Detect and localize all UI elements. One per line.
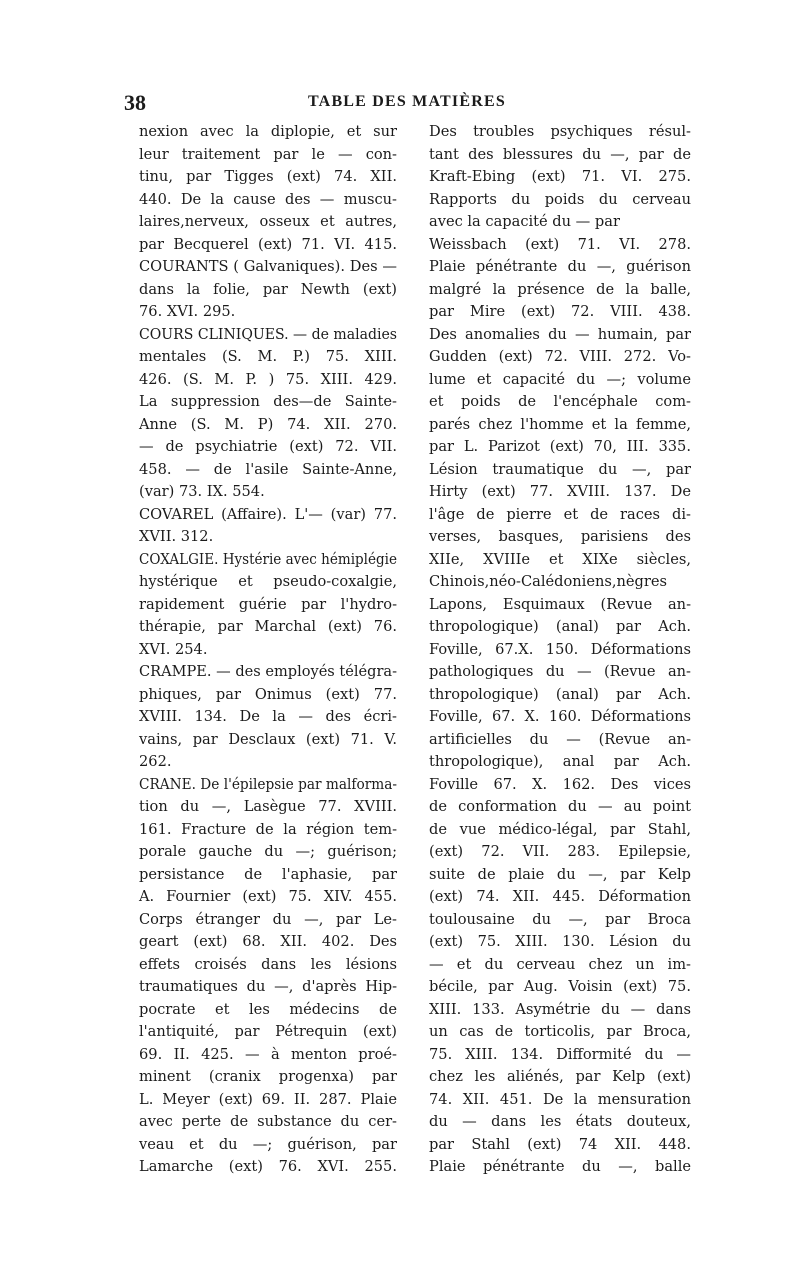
index-line: 440. De la cause des — muscu- [139, 190, 397, 208]
index-line: 161. Fracture de la région tem- [139, 820, 398, 838]
index-line: par Mire (ext) 72. VIII. 438. [429, 303, 691, 320]
index-line: 262. [139, 753, 172, 770]
index-line: XVI. 254. [139, 640, 208, 658]
index-line: Corps étranger du —, par Le- [139, 910, 397, 928]
index-line: veau et du —; guérison, par [139, 1135, 397, 1153]
index-line: — de psychiatrie (ext) 72. VII. [139, 438, 398, 455]
running-title: TABLE DES MATIÈRES [308, 93, 506, 110]
index-line: effets croisés dans les lésions [139, 955, 397, 973]
index-line: 76. XVI. 295. [139, 303, 236, 320]
index-line: suite de plaie du —, par Kelp [429, 865, 691, 883]
index-line: traumatiques du —, d'après Hip- [139, 978, 398, 995]
index-line: l'antiquité, par Pétrequin (ext) [139, 1023, 397, 1040]
index-line: Gudden (ext) 72. VIII. 272. Vo- [429, 348, 691, 365]
index-line: COURS CLINIQUES. — de maladies [139, 325, 398, 343]
index-line: Foville 67. X. 162. Des vices [429, 775, 692, 793]
index-line: tinu, par Tigges (ext) 74. XII. [139, 168, 397, 185]
index-line: bécile, par Aug. Voisin (ext) 75. [429, 978, 691, 995]
index-line: 458. — de l'asile Sainte-Anne, [139, 460, 397, 478]
index-line: pathologiques du — (Revue an- [429, 663, 691, 680]
index-line: thropologique), anal par Ach. [429, 753, 692, 770]
index-line: mentales (S. M. P.) 75. XIII. [139, 348, 397, 365]
index-line: Plaie pénétrante du —, guérison [429, 258, 691, 275]
index-line: hystérique et pseudo-coxalgie, [139, 573, 398, 590]
index-line: nexion avec la diplopie, et sur [139, 123, 397, 140]
index-line: laires,nerveux, osseux et autres, [139, 213, 398, 230]
index-line: parés chez l'homme et la femme, [429, 415, 691, 433]
index-line: rapidement guérie par l'hydro- [139, 595, 397, 613]
index-line: toulousaine du —, par Broca [429, 910, 691, 928]
index-line: Plaie pénétrante du —, balle [429, 1158, 692, 1175]
index-line: (ext) 72. VII. 283. Epilepsie, [429, 843, 691, 860]
index-line: XVIII. 134. De la — des écri- [139, 708, 397, 725]
index-line: La suppression des—de Sainte- [139, 393, 397, 410]
index-line: A. Fournier (ext) 75. XIV. 455. [139, 888, 397, 905]
index-line: — et du cerveau chez un im- [429, 955, 691, 973]
index-line: de conformation du — au point [429, 798, 691, 815]
index-column-right [429, 121, 691, 1179]
index-line: (ext) 74. XII. 445. Déformation [429, 888, 691, 905]
index-line: Hirty (ext) 77. XVIII. 137. De [429, 483, 691, 500]
index-line: porale gauche du —; guérison; [139, 843, 397, 860]
index-line: par L. Parizot (ext) 70, III. 335. [429, 438, 691, 455]
index-line: 75. XIII. 134. Difformité du — [429, 1045, 692, 1063]
index-line: un cas de torticolis, par Broca, [429, 1023, 691, 1040]
index-line: pocrate et les médecins de [139, 1000, 398, 1018]
index-line: COXALGIE. Hystérie avec hémiplégie [139, 550, 398, 568]
page-number: 38 [124, 90, 146, 115]
index-line: XIII. 133. Asymétrie du — dans [429, 1000, 692, 1018]
index-line: par Becquerel (ext) 71. VI. 415. [139, 235, 398, 253]
index-line: Lapons, Esquimaux (Revue an- [429, 595, 692, 613]
index-line: Anne (S. M. P) 74. XII. 270. [139, 415, 397, 433]
index-line: Lésion traumatique du —, par [429, 460, 692, 478]
index-line: Chinois,néo-Calédoniens,nègres [429, 573, 667, 590]
index-line: CRANE. De l'épilepsie par malforma- [139, 775, 397, 793]
index-line: vains, par Desclaux (ext) 71. V. [139, 730, 398, 748]
index-line: et poids de l'encéphale com- [429, 393, 691, 410]
index-line: de vue médico-légal, par Stahl, [429, 820, 691, 838]
index-line: du — dans les états douteux, [429, 1113, 692, 1130]
index-line: 69. II. 425. — à menton proé- [139, 1045, 397, 1063]
index-line: Weissbach (ext) 71. VI. 278. [429, 235, 691, 253]
index-line: thropologique) (anal) par Ach. [429, 685, 691, 703]
index-line: Rapports du poids du cerveau [429, 190, 691, 208]
index-line: Des anomalies du — humain, par [429, 325, 692, 343]
page-header [118, 90, 693, 118]
index-line: L. Meyer (ext) 69. II. 287. Plaie [139, 1090, 398, 1108]
index-line: chez les aliénés, par Kelp (ext) [429, 1068, 692, 1085]
index-line: l'âge de pierre et de races di- [429, 505, 691, 523]
index-line: XVII. 312. [139, 528, 214, 545]
index-line: COVAREL (Affaire). L'— (var) 77. [139, 505, 398, 523]
index-line: par Stahl (ext) 74 XII. 448. [429, 1135, 691, 1153]
index-line: Kraft-Ebing (ext) 71. VI. 275. [429, 168, 691, 185]
index-line: malgré la présence de la balle, [429, 280, 692, 298]
index-line: dans la folie, par Newth (ext) [139, 280, 397, 298]
index-line: verses, basques, parisiens des [429, 528, 692, 545]
index-line: Foville, 67.X. 150. Déformations [429, 640, 691, 658]
index-line: (ext) 75. XIII. 130. Lésion du [429, 933, 691, 950]
index-line: thropologique) (anal) par Ach. [429, 618, 691, 635]
index-line: lume et capacité du —; volume [429, 370, 691, 388]
index-line: (var) 73. IX. 554. [139, 483, 265, 500]
index-line: Des troubles psychiques résul- [429, 123, 691, 140]
index-line: geart (ext) 68. XII. 402. Des [139, 933, 398, 950]
index-line: minent (cranix progenxa) par [139, 1068, 397, 1085]
index-line: leur traitement par le — con- [139, 145, 397, 163]
index-line: thérapie, par Marchal (ext) 76. [139, 618, 398, 635]
index-line: XIIe, XVIIIe et XIXe siècles, [429, 550, 691, 568]
index-line: avec la capacité du — par [429, 213, 620, 230]
index-column-left [139, 121, 397, 1179]
index-line: CRAMPE. — des employés télégra- [139, 663, 397, 680]
index-line: 74. XII. 451. De la mensuration [429, 1090, 691, 1108]
index-line: tion du —, Lasègue 77. XVIII. [139, 798, 398, 815]
index-line: Lamarche (ext) 76. XVI. 255. [139, 1158, 397, 1175]
index-line: tant des blessures du —, par de [429, 145, 692, 163]
index-line: phiques, par Onimus (ext) 77. [139, 685, 398, 703]
index-line: avec perte de substance du cer- [139, 1113, 397, 1130]
index-line: persistance de l'aphasie, par [139, 865, 397, 883]
index-line: 426. (S. M. P. ) 75. XIII. 429. [139, 370, 398, 388]
index-line: Foville, 67. X. 160. Déformations [429, 708, 692, 725]
index-line: COURANTS ( Galvaniques). Des — [139, 258, 398, 275]
index-line: artificielles du — (Revue an- [429, 730, 692, 748]
